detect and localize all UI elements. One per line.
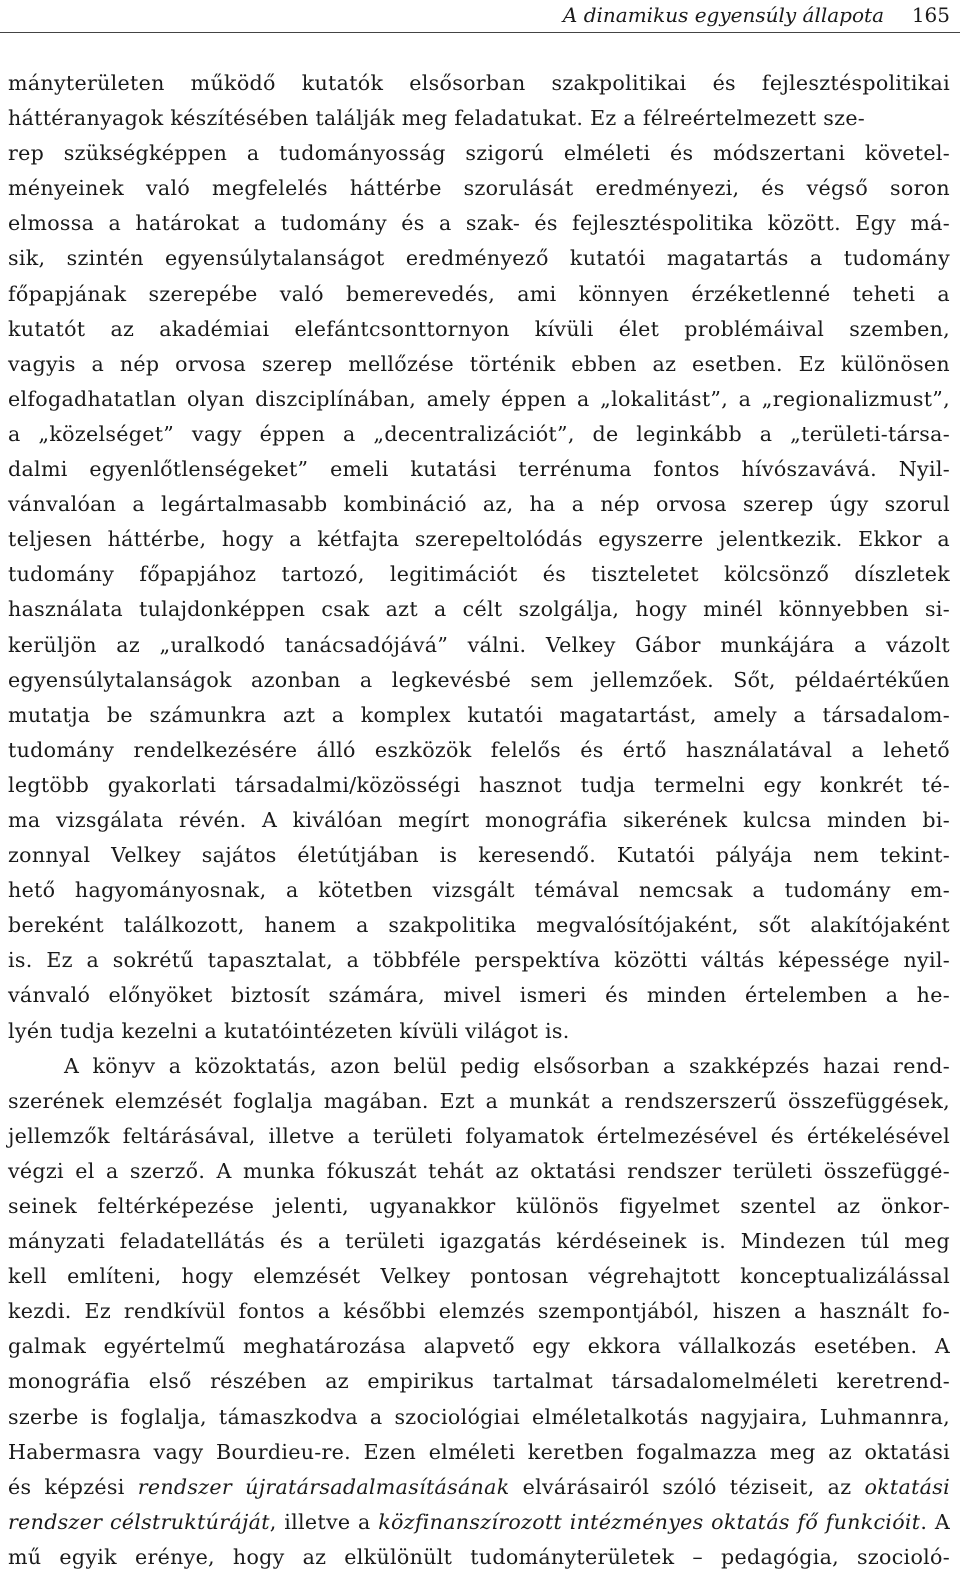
text-segment: tudomány rendelkezésére álló eszközök felelős és értő használatával a lehető bbox=[8, 737, 950, 762]
text-line bbox=[8, 66, 950, 101]
italic-text-segment: közfinanszírozott intézményes oktatás fő funkcióit bbox=[378, 1509, 921, 1534]
text-segment: háttéranyagok készítésében találják meg feladatukat. Ez a félreértelmezett sze- bbox=[8, 106, 866, 131]
text-segment: mányzati feladatellátás és a területi igazgatás kérdéseinek is. Mindezen túl meg bbox=[8, 1229, 950, 1254]
text-segment: elfogadhatatlan olyan diszciplínában, amely éppen a „lokalitást”, a „regionalizmust”, bbox=[8, 386, 950, 411]
text-segment: , illetve a bbox=[269, 1509, 379, 1534]
text-line bbox=[8, 417, 950, 452]
text-segment: kell említeni, hogy elemzését Velkey pontosan végrehajtott konceptualizálással bbox=[8, 1264, 950, 1289]
italic-text-segment: rendszer újratársadalmasításának bbox=[137, 1474, 510, 1499]
text-line bbox=[8, 1470, 950, 1505]
text-line bbox=[8, 1084, 950, 1119]
text-segment: a „közelséget” vagy éppen a „decentralizációt”, de leginkább a „területi-társa- bbox=[8, 421, 950, 446]
text-segment: kezdi. Ez rendkívül fontos a későbbi elemzés szempontjából, hiszen a használt fo- bbox=[8, 1299, 950, 1324]
text-line bbox=[8, 312, 950, 347]
text-segment: kutatót az akadémiai elefántcsonttornyon kívüli élet problémáival szemben, bbox=[8, 316, 950, 341]
text-segment: egyensúlytalanságok azonban a legkevésbé sem jellemzőek. Sőt, példaértékűen bbox=[8, 667, 950, 692]
italic-text-segment: oktatási bbox=[864, 1474, 950, 1499]
running-title: A dinamikus egyensúly állapota bbox=[562, 3, 884, 27]
text-line bbox=[8, 1189, 950, 1224]
text-segment: A könyv a közoktatás, azon belül pedig elsősorban a szakképzés hazai rend- bbox=[64, 1053, 950, 1078]
text-segment: monográfia első részében az empirikus tartalmat társadalomelméleti keretrend- bbox=[8, 1369, 950, 1394]
text-segment: mű egyik erénye, hogy az elkülönült tudományterületek – pedagógia, szocioló- bbox=[8, 1544, 950, 1569]
text-segment: használata tulajdonképpen csak azt a célt szolgálja, hogy minél könnyebben si- bbox=[8, 597, 950, 622]
text-segment: és képzési bbox=[8, 1474, 138, 1499]
text-line bbox=[8, 1400, 950, 1435]
text-segment: végzi el a szerző. A munka fókuszát tehát az oktatási rendszer területi összefüggé- bbox=[8, 1158, 950, 1183]
text-line bbox=[8, 382, 950, 417]
text-segment: legtöbb gyakorlati társadalmi/közösségi hasznot tudja termelni egy konkrét té- bbox=[8, 772, 950, 797]
text-line bbox=[8, 1364, 950, 1399]
text-line bbox=[8, 873, 950, 908]
text-segment: kerüljön az „uralkodó tanácsadójává” válni. Velkey Gábor munkájára a vázolt bbox=[8, 632, 950, 657]
text-segment: vánvaló előnyöket biztosít számára, mivel ismeri és minden értelemben a he- bbox=[8, 983, 950, 1008]
text-segment: főpapjának szerepébe való bemerevedés, ami könnyen érzéketlenné teheti a bbox=[8, 281, 950, 306]
text-segment: szerbe is foglalja, támaszkodva a szociológiai elméletalkotás nagyjaira, Luhmannra, bbox=[8, 1404, 950, 1429]
text-segment: mányterületen működő kutatók elsősorban szakpolitikai és fejlesztéspolitikai bbox=[8, 71, 950, 95]
text-line bbox=[8, 101, 950, 136]
text-segment: ményeinek való megfelelés háttérbe szorulását eredményezi, és végső soron bbox=[8, 176, 950, 201]
text-line bbox=[8, 838, 950, 873]
text-line bbox=[8, 241, 950, 276]
text-line bbox=[8, 487, 950, 522]
text-segment: tudomány főpapjához tartozó, legitimációt és tiszteletet kölcsönző díszletek bbox=[8, 562, 950, 587]
text-line bbox=[8, 698, 950, 733]
text-line bbox=[8, 1119, 950, 1154]
text-line bbox=[8, 592, 950, 627]
text-segment: rep szükségképpen a tudományosság szigorú elméleti és módszertani követel- bbox=[8, 141, 950, 166]
text-line bbox=[8, 557, 950, 592]
text-segment: elvárásairól szóló téziseit, az bbox=[509, 1474, 865, 1499]
text-segment: teljesen háttérbe, hogy a kétfajta szerepeltolódás egyszerre jelentkezik. Ekkor a bbox=[8, 527, 950, 552]
text-line bbox=[8, 943, 950, 978]
text-line bbox=[8, 663, 950, 698]
text-line bbox=[8, 803, 950, 838]
text-line bbox=[8, 277, 950, 312]
text-line bbox=[8, 1329, 950, 1364]
text-line bbox=[8, 522, 950, 557]
text-segment: galmak egyértelmű meghatározása alapvető egy ekkora vállalkozás esetében. A bbox=[8, 1334, 950, 1359]
text-line bbox=[8, 206, 950, 241]
text-segment: dalmi egyenlőtlenségeket” emeli kutatási terrénuma fontos hívószavává. Nyil- bbox=[8, 457, 950, 482]
text-line bbox=[8, 1014, 950, 1049]
text-segment: elmossa a határokat a tudomány és a szak- és fejlesztéspolitika között. Egy má- bbox=[8, 211, 950, 236]
text-segment: seinek feltérképezése jelenti, ugyanakkor különös figyelmet szentel az önkor- bbox=[8, 1194, 950, 1218]
text-line bbox=[8, 171, 950, 206]
text-line bbox=[8, 908, 950, 943]
text-line bbox=[8, 1224, 950, 1259]
italic-text-segment: rendszer célstruktúráját bbox=[8, 1509, 270, 1534]
text-segment: sik, szintén egyensúlytalanságot eredményező kutatói magatartás a tudomány bbox=[8, 246, 950, 271]
text-line bbox=[8, 1049, 950, 1084]
text-line bbox=[8, 136, 950, 171]
text-segment: lyén tudja kezelni a kutatóintézeten kívüli világot is. bbox=[8, 1018, 570, 1043]
text-segment: vánvalóan a legártalmasabb kombináció az, ha a nép orvosa szerep úgy szorul bbox=[8, 492, 950, 517]
text-segment: jellemzők feltárásával, illetve a területi folyamatok értelmezésével és értékelésével bbox=[8, 1123, 950, 1148]
text-line bbox=[8, 1540, 950, 1575]
text-segment: ma vizsgálata révén. A kiválóan megírt monográfia sikerének kulcsa minden bi- bbox=[8, 807, 950, 832]
text-line bbox=[8, 1294, 950, 1329]
text-line bbox=[8, 1505, 950, 1540]
text-line bbox=[8, 1259, 950, 1294]
text-line bbox=[8, 1154, 950, 1189]
text-segment: bereként találkozott, hanem a szakpolitika megvalósítójaként, sőt alakítójaként bbox=[8, 913, 950, 938]
page-number: 165 bbox=[911, 3, 950, 27]
text-segment: . A bbox=[920, 1509, 950, 1534]
text-segment: szerének elemzését foglalja magában. Ezt a munkát a rendszerszerű összefüggések, bbox=[8, 1088, 950, 1113]
text-line bbox=[8, 978, 950, 1013]
text-line bbox=[8, 452, 950, 487]
text-segment: hető hagyományosnak, a kötetben vizsgált témával nemcsak a tudomány em- bbox=[8, 878, 950, 903]
text-line bbox=[8, 628, 950, 663]
body-text bbox=[8, 66, 950, 1575]
text-line bbox=[8, 347, 950, 382]
text-line bbox=[8, 1435, 950, 1470]
text-segment: vagyis a nép orvosa szerep mellőzése történik ebben az esetben. Ez különösen bbox=[8, 351, 950, 376]
text-line bbox=[8, 768, 950, 803]
text-segment: Habermasra vagy Bourdieu-re. Ezen elméleti keretben fogalmazza meg az oktatási bbox=[8, 1439, 950, 1464]
text-segment: zonnyal Velkey sajátos életútjában is keresendő. Kutatói pályája nem tekint- bbox=[8, 843, 950, 868]
text-line bbox=[8, 733, 950, 768]
text-segment: is. Ez a sokrétű tapasztalat, a többféle perspektíva közötti váltás képessége nyil- bbox=[8, 948, 950, 973]
text-segment: mutatja be számunkra azt a komplex kutatói magatartást, amely a társadalom- bbox=[8, 702, 950, 727]
page-header bbox=[0, 0, 960, 33]
